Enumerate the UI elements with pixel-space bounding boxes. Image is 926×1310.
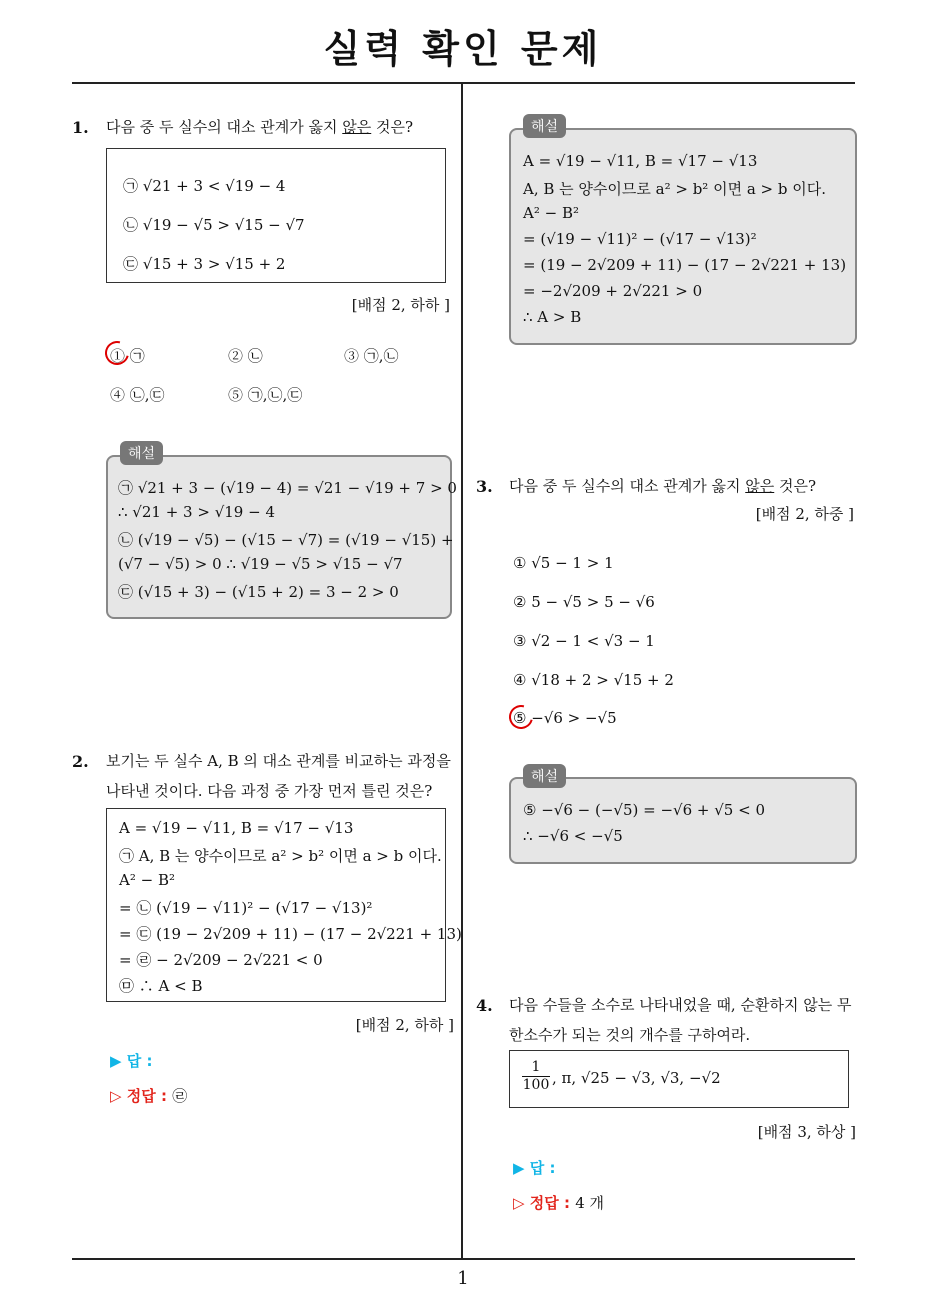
q1-box-line: ㉡ √19 − √5 > √15 − √7 bbox=[123, 216, 305, 234]
q3-choice-4[interactable]: ④ √18 + 2 > √15 + 2 bbox=[513, 671, 674, 689]
q3-solution-label: 해설 bbox=[523, 764, 566, 788]
q4-box bbox=[509, 1050, 849, 1108]
page-title: 실력 확인 문제 bbox=[323, 27, 603, 71]
q1-choice-2[interactable]: ② ㉡ bbox=[228, 347, 263, 365]
q1-solution-label: 해설 bbox=[120, 441, 163, 465]
q1-choice-3[interactable]: ③ ㉠,㉡ bbox=[344, 347, 399, 365]
q3-text: 다음 중 두 실수의 대소 관계가 옳지 않은 것은? bbox=[509, 477, 817, 495]
q2-solution-line: A, B 는 양수이므로 a² > b² 이면 a > b 이다. bbox=[523, 180, 826, 198]
q3-choice-1[interactable]: ① √5 − 1 > 1 bbox=[513, 554, 614, 572]
q2-solution-label: 해설 bbox=[523, 114, 566, 138]
q3-solution-line: ∴ −√6 < −√5 bbox=[523, 827, 623, 845]
q2-number: 2. bbox=[72, 752, 89, 771]
q1-solution-line: ㉡ (√19 − √5) − (√15 − √7) = (√19 − √15) + bbox=[118, 531, 454, 549]
q2-box-line: A = √19 − √11, B = √17 − √13 bbox=[119, 819, 354, 837]
q1-text: 다음 중 두 실수의 대소 관계가 옳지 않은 것은? bbox=[106, 118, 414, 136]
q1-solution-line: ∴ √21 + 3 > √19 − 4 bbox=[118, 503, 276, 521]
q1-solution-line: (√7 − √5) > 0 ∴ √19 − √5 > √15 − √7 bbox=[118, 555, 403, 573]
q4-box-values: , π, √25 − √3, √3, −√2 bbox=[552, 1069, 721, 1087]
page-number: 1 bbox=[457, 1268, 469, 1289]
q2-box-line: ㉠ A, B 는 양수이므로 a² > b² 이면 a > b 이다. bbox=[119, 847, 442, 865]
q2-score: [배점 2, 하하 ] bbox=[355, 1016, 454, 1034]
q2-box-line: = ㉢ (19 − 2√209 + 11) − (17 − 2√221 + 13) bbox=[119, 925, 462, 943]
q4-correct-answer: ▷ 정답 : 4 개 bbox=[513, 1194, 605, 1212]
q1-box-line: ㉢ √15 + 3 > √15 + 2 bbox=[123, 255, 286, 273]
q2-box-line: A² − B² bbox=[119, 871, 175, 889]
q1-box-line: ㉠ √21 + 3 < √19 − 4 bbox=[123, 177, 286, 195]
q2-answer-field[interactable]: ▶ 답 : bbox=[110, 1052, 153, 1070]
q1-choice-5[interactable]: ⑤ ㉠,㉡,㉢ bbox=[228, 386, 303, 404]
bottom-divider bbox=[72, 1258, 855, 1260]
q2-solution-line: = (√19 − √11)² − (√17 − √13)² bbox=[523, 230, 757, 248]
q2-correct-answer: ▷ 정답 : ㉣ bbox=[110, 1087, 188, 1105]
q2-solution-line: ∴ A > B bbox=[523, 308, 582, 326]
q2-box-line: = ㉣ − 2√209 − 2√221 < 0 bbox=[119, 951, 323, 969]
q1-box bbox=[106, 148, 446, 283]
top-divider bbox=[72, 82, 855, 84]
q3-solution-line: ⑤ −√6 − (−√5) = −√6 + √5 < 0 bbox=[523, 801, 765, 819]
q2-solution-line: A = √19 − √11, B = √17 − √13 bbox=[523, 152, 758, 170]
q2-solution-line: = −2√209 + 2√221 > 0 bbox=[523, 282, 703, 300]
q2-box-line: = ㉡ (√19 − √11)² − (√17 − √13)² bbox=[119, 899, 373, 917]
q1-choice-1[interactable]: ① ㉠ bbox=[110, 347, 145, 365]
q2-text: 보기는 두 실수 A, B 의 대소 관계를 비교하는 과정을 나타낸 것이다. 다음 과정 중 가장 먼저 틀린 것은? bbox=[106, 752, 451, 800]
q2-box bbox=[106, 808, 462, 1002]
q3-choice-5[interactable]: ⑤ −√6 > −√5 bbox=[513, 709, 617, 727]
q1-solution-box bbox=[106, 455, 457, 619]
q4-text: 다음 수들을 소수로 나타내었을 때, 순환하지 않는 무 한소수가 되는 것의 개수를 구하여라. bbox=[509, 996, 852, 1044]
q3-choice-3[interactable]: ③ √2 − 1 < √3 − 1 bbox=[513, 632, 655, 650]
q1-choice-4[interactable]: ④ ㉡,㉢ bbox=[110, 386, 165, 404]
q3-solution-box bbox=[509, 777, 857, 864]
q4-answer-field[interactable]: ▶ 답 : bbox=[513, 1159, 556, 1177]
q1-solution-line: ㉠ √21 + 3 − (√19 − 4) = √21 − √19 + 7 > 0 bbox=[118, 479, 457, 497]
q1-number: 1. bbox=[72, 118, 89, 137]
q3-number: 3. bbox=[476, 477, 493, 496]
q1-solution-line: ㉢ (√15 + 3) − (√15 + 2) = 3 − 2 > 0 bbox=[118, 583, 399, 601]
q4-fraction: 1 100 bbox=[522, 1059, 550, 1093]
q4-score: [배점 3, 하상 ] bbox=[757, 1123, 856, 1141]
q2-solution-box bbox=[509, 128, 857, 345]
q2-box-line: ㉤ ∴ A < B bbox=[119, 977, 203, 995]
q3-choice-2[interactable]: ② 5 − √5 > 5 − √6 bbox=[513, 593, 655, 611]
q3-score: [배점 2, 하중 ] bbox=[755, 505, 854, 523]
column-divider bbox=[461, 84, 463, 1258]
q2-solution-line: = (19 − 2√209 + 11) − (17 − 2√221 + 13) bbox=[523, 256, 847, 274]
q2-solution-line: A² − B² bbox=[523, 204, 579, 222]
q1-score: [배점 2, 하하 ] bbox=[351, 296, 450, 314]
q4-number: 4. bbox=[476, 996, 493, 1015]
